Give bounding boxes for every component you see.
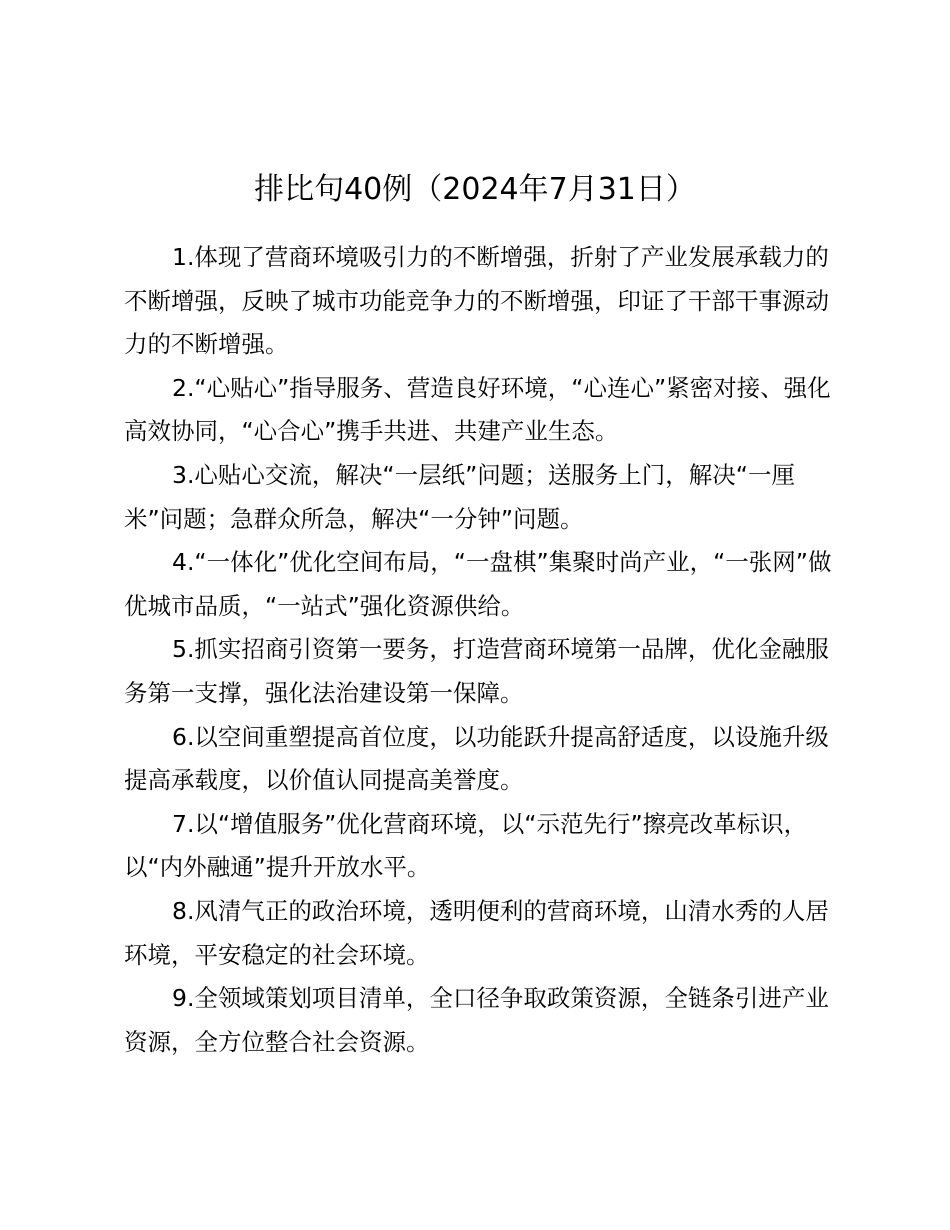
paragraph-4: 4.“一体化”优化空间布局，“一盘棋”集聚时尚产业，“一张网”做优城市品质，“一站式”强化资源供给。 xyxy=(124,548,832,620)
paragraph-5: 5.抓实招商引资第一要务，打造营商环境第一品牌，优化金融服务第一支撑，强化法治建设第一保障。 xyxy=(124,635,829,707)
paragraph-8: 8.风清气正的政治环境，透明便利的营商环境，山清水秀的人居环境，平安稳定的社会环境。 xyxy=(124,896,829,969)
paragraph-1: 1.体现了营商环境吸引力的不断增强，折射了产业发展承载力的不断增强，反映了城市功能竞争力的不断增强，印证了干部干事源动力的不断增强。 xyxy=(124,243,829,359)
paragraph-3: 3.心贴心交流，解决“一层纸”问题；送服务上门，解决“一厘米”问题；急群众所急，解决“一分钟”问题。 xyxy=(124,460,795,533)
paragraph-2: 2.“心贴心”指导服务、营造良好环境，“心连心”紧密对接、强化高效协同，“心合心”携手共进、共建产业生态。 xyxy=(124,373,831,446)
paragraph-7: 7.以“增值服务”优化营商环境，以“示范先行”擦亮改革标识，以“内外融通”提升开放水平。 xyxy=(124,809,808,882)
document-title: 排比句40例（2024年7月31日） xyxy=(254,172,696,207)
document-body xyxy=(124,236,834,1064)
paragraph-9: 9.全领域策划项目清单，全口径争取政策资源，全链条引进产业资源，全方位整合社会资源。 xyxy=(124,984,829,1056)
paragraph-6: 6.以空间重塑提高首位度，以功能跃升提高舒适度，以设施升级提高承载度，以价值认同提高美誉度。 xyxy=(124,722,829,795)
